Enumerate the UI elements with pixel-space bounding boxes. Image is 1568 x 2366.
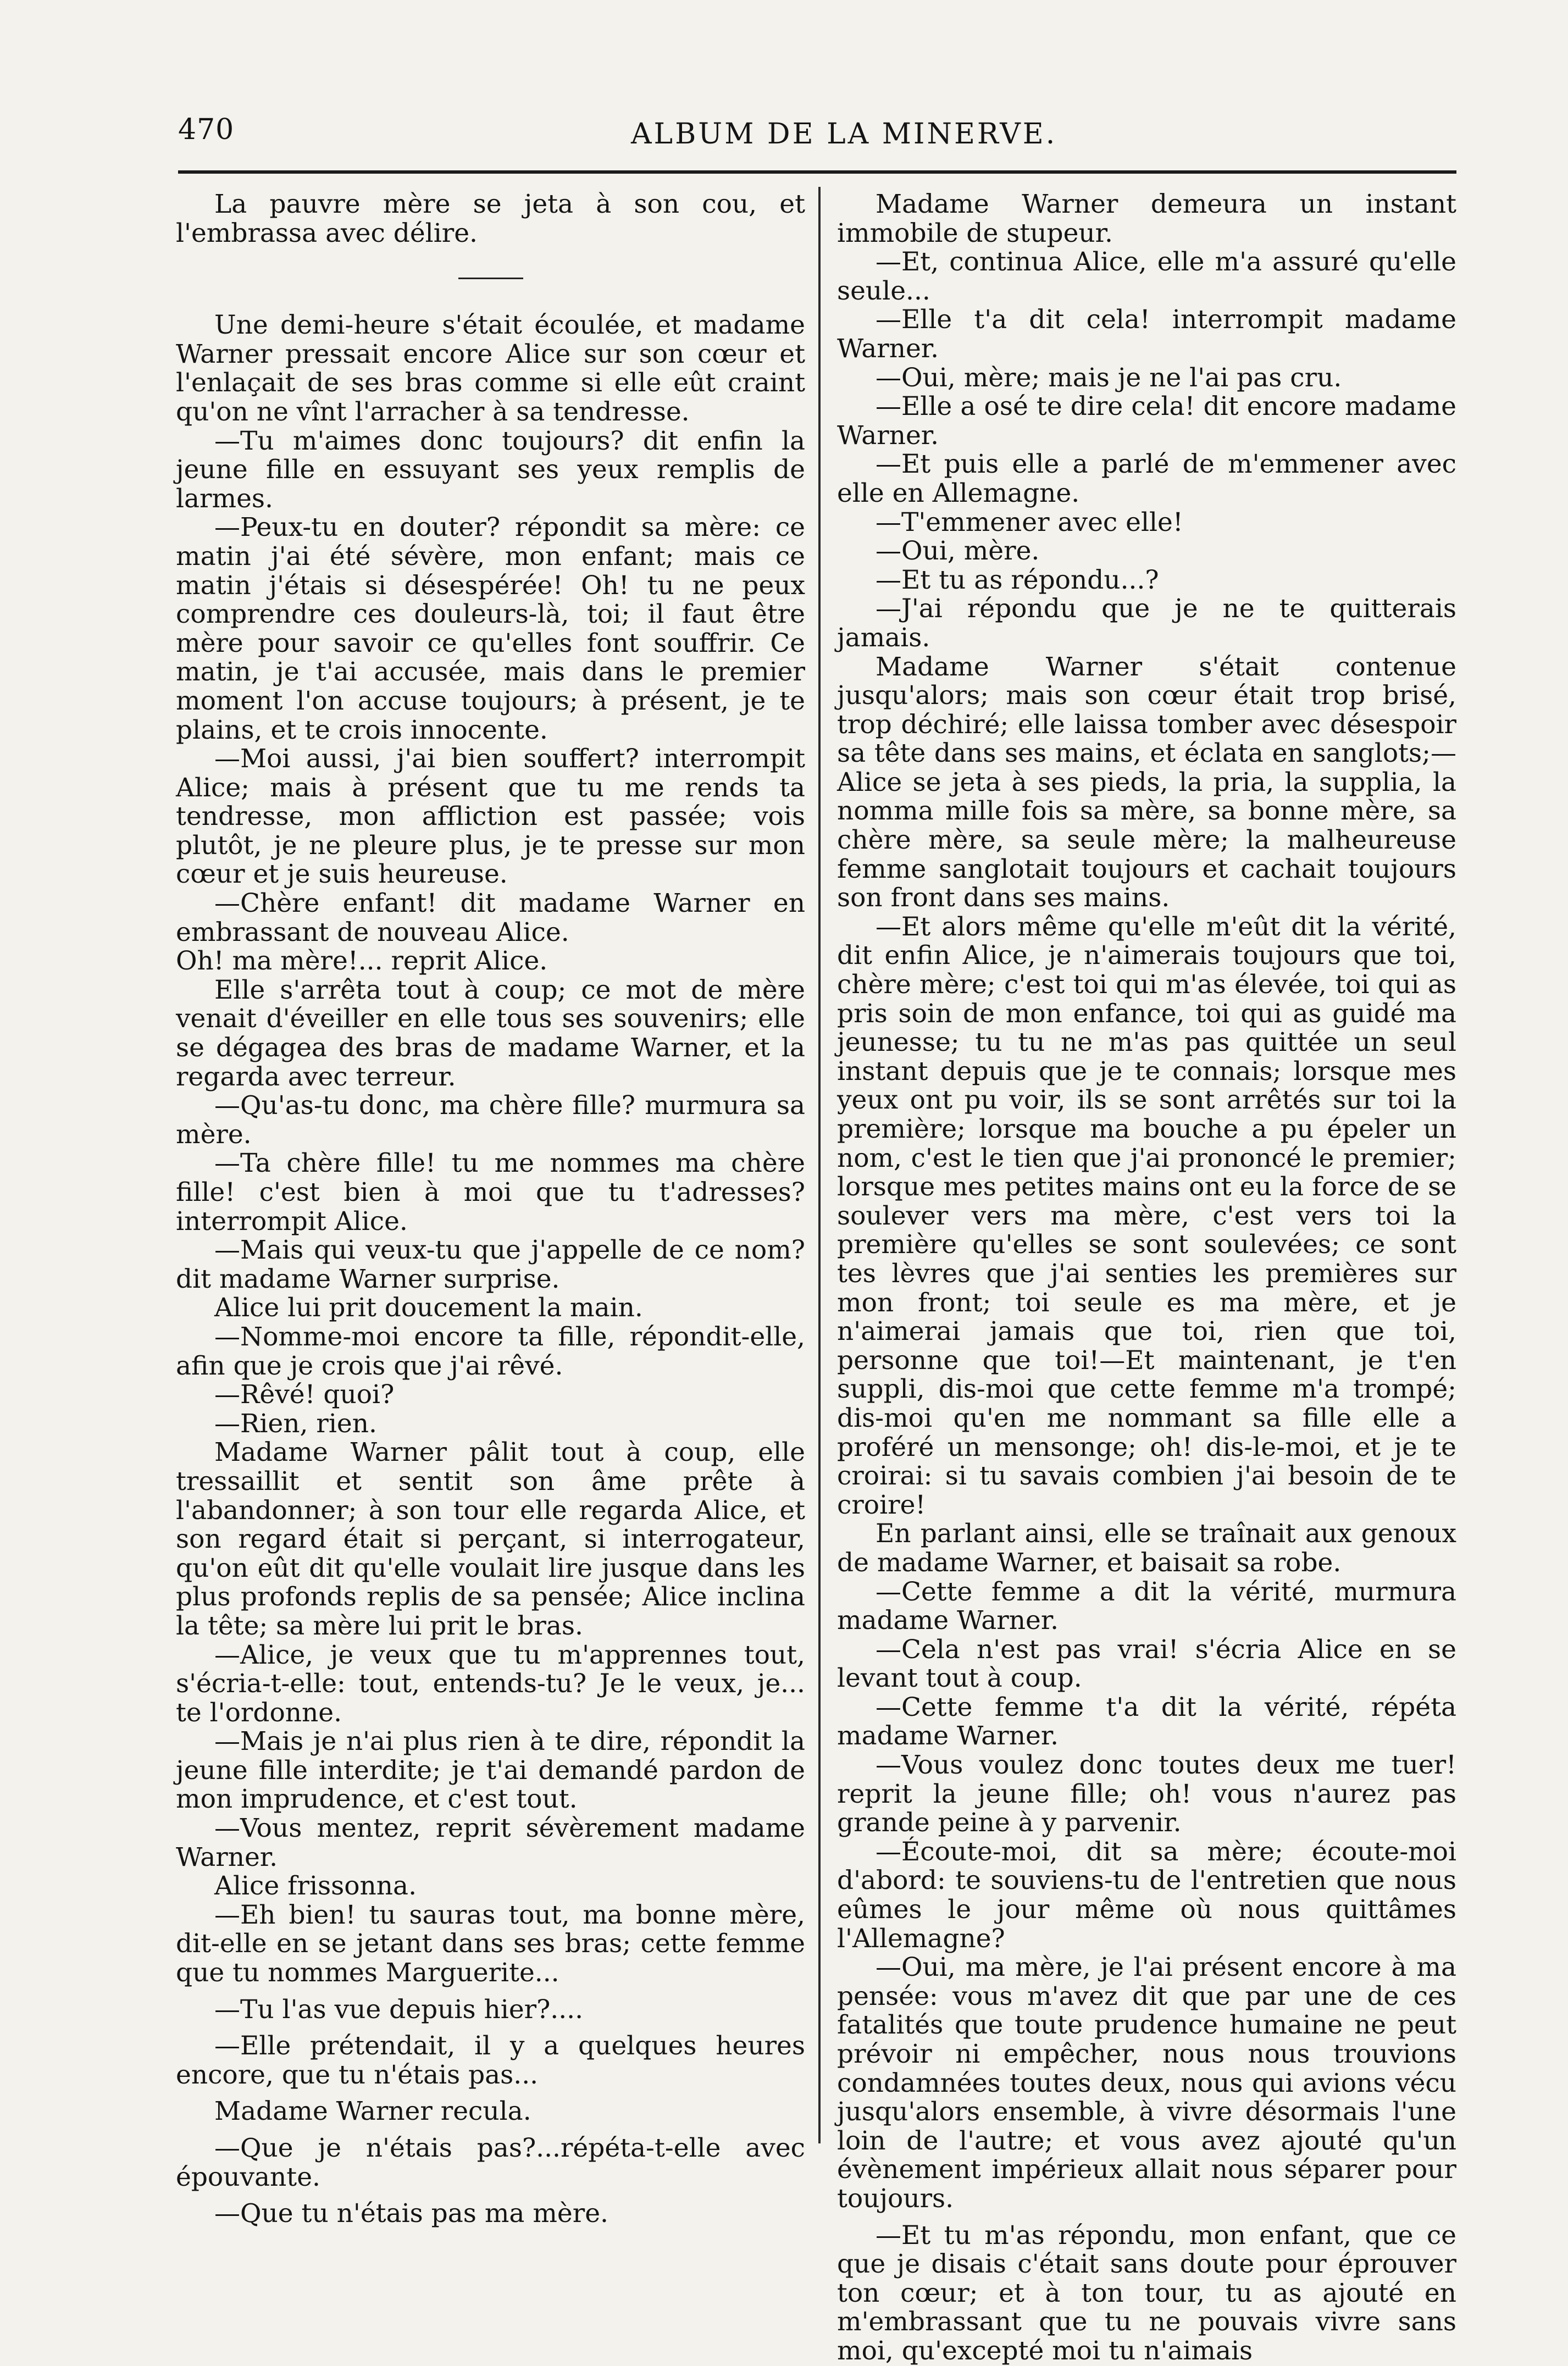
paragraph: —Ta chère fille! tu me nommes ma chère fille! c'est bien à moi que tu t'adresses? interrompit Alice.: [176, 1148, 805, 1237]
paragraph: —Oui, mère.: [876, 536, 1040, 567]
page-number: 470: [178, 113, 235, 146]
paragraph: La pauvre mère se jeta à son cou, et l'embrassa avec délire.: [176, 189, 805, 248]
paragraph: Madame Warner demeura un instant immobile de stupeur.: [837, 189, 1456, 248]
column-divider: [818, 187, 821, 2143]
paragraph: —Et tu m'as répondu, mon enfant, que ce que je disais c'était sans doute pour éprouver ton cœur; et à ton tour, tu as ajouté en m'embrassant que tu ne pouvais vivre sans moi, qu'excepté moi tu n'aimais: [837, 2220, 1456, 2366]
section-separator: [458, 278, 523, 279]
paragraph: —Oui, ma mère, je l'ai présent encore à ma pensée: vous m'avez dit que par une de ces fatalités que toute prudence humaine ne peut prévoir ni empêcher, nous nous trouvions condamnées toutes deux, nous qui avions vécu jusqu'alors ensemble, à vivre désormais l'une loin de l'autre; et vous avez ajouté qu'un évènement impérieux allait nous séparer pour toujours.: [837, 1952, 1456, 2214]
page-title: ALBUM DE LA MINERVE.: [631, 118, 1057, 151]
paragraph: —Et alors même qu'elle m'eût dit la vérité, dit enfin Alice, je n'aimerais toujours que toi, chère mère; c'est toi qui m'as élevée, toi qui as pris soin de mon enfance, toi qui as guidé ma jeunesse; tu tu ne m'as pas quittée un seul instant depuis que je te connais; lorsque mes yeux ont pu voir, ils se sont arrêtés sur toi la première; lorsque ma bouche a pu épeler un nom, c'est le tien que j'ai prononcé le premier; lorsque mes petites mains ont eu la force de se soulever vers ma mère, c'est vers toi la première qu'elles se sont soulevées; ce sont tes lèvres que j'ai senties les premières sur mon front; toi seule es ma mère, et je n'aimerai jamais que toi, rien que toi, personne que toi!—Et maintenant, je t'en suppli, dis-moi que cette femme m'a trompé; dis-moi qu'en me nommant sa fille elle a proféré un mensonge; oh! dis-le-moi, et je te croirai: si tu savais combien j'ai besoin de te croire!: [837, 911, 1456, 1520]
paragraph: —T'emmener avec elle!: [876, 507, 1183, 538]
paragraph: —Et, continua Alice, elle m'a assuré qu'elle seule...: [837, 247, 1456, 306]
paragraph: Alice lui prit doucement la main.: [214, 1293, 643, 1323]
paragraph: —Elle t'a dit cela! interrompit madame Warner.: [837, 304, 1456, 364]
paragraph: —Cette femme t'a dit la vérité, répéta madame Warner.: [837, 1692, 1456, 1752]
paragraph: Oh! ma mère!... reprit Alice.: [176, 946, 548, 977]
header-rule: [178, 170, 1456, 174]
paragraph: —Mais je n'ai plus rien à te dire, répondit la jeune fille interdite; je t'ai demandé pardon de mon imprudence, et c'est tout.: [176, 1726, 805, 1815]
paragraph: —Oui, mère; mais je ne l'ai pas cru.: [876, 362, 1342, 393]
paragraph: Une demi-heure s'était écoulée, et madame Warner pressait encore Alice sur son cœur et l'enlaçait de ses bras comme si elle eût craint qu'on ne vînt l'arracher à sa tendresse.: [176, 310, 805, 427]
paragraph: —Rien, rien.: [214, 1408, 377, 1439]
paragraph: —Mais qui veux-tu que j'appelle de ce nom? dit madame Warner surprise.: [176, 1235, 805, 1294]
paragraph: —Eh bien! tu sauras tout, ma bonne mère, dit-elle en se jetant dans ses bras; cette femme que tu nommes Marguerite...: [176, 1899, 805, 1988]
paragraph: —Vous mentez, reprit sévèrement madame Warner.: [176, 1813, 805, 1872]
paragraph: —Chère enfant! dit madame Warner en embrassant de nouveau Alice.: [176, 888, 805, 947]
paragraph: —Moi aussi, j'ai bien souffert? interrompit Alice; mais à présent que tu me rends ta tendresse, mon affliction est passée; vois plutôt, je ne pleure plus, je te presse sur mon cœur et je suis heureuse.: [176, 744, 805, 890]
paragraph: Elle s'arrêta tout à coup; ce mot de mère venait d'éveiller en elle tous ses souvenirs; elle se dégagea des bras de madame Warner, et la regarda avec terreur.: [176, 974, 805, 1092]
paragraph: —Cela n'est pas vrai! s'écria Alice en se levant tout à coup.: [837, 1634, 1456, 1694]
paragraph: —Alice, je veux que tu m'apprennes tout, s'écria-t-elle: tout, entends-tu? Je le veux, je... te l'ordonne.: [176, 1639, 805, 1728]
paragraph: En parlant ainsi, elle se traînait aux genoux de madame Warner, et baisait sa robe.: [837, 1519, 1456, 1578]
paragraph: —Écoute-moi, dit sa mère; écoute-moi d'abord: te souviens-tu de l'entretien que nous eûmes le jour même où nous quittâmes l'Allemagne?: [837, 1836, 1456, 1954]
paragraph: —Tu l'as vue depuis hier?....: [214, 1994, 584, 2025]
paragraph: Madame Warner recula.: [214, 2096, 531, 2127]
paragraph: Madame Warner pâlit tout à coup, elle tressaillit et sentit son âme prête à l'abandonner; à son tour elle regarda Alice, et son regard était si perçant, si interrogateur, qu'on eût dit qu'elle voulait lire jusque dans les plus profonds replis de sa pensée; Alice inclina la tête; sa mère lui prit le bras.: [176, 1437, 805, 1641]
left-column: [176, 190, 805, 2229]
paragraph: —Elle a osé te dire cela! dit encore madame Warner.: [837, 391, 1456, 451]
paragraph: —Que tu n'étais pas ma mère.: [214, 2198, 608, 2229]
paragraph: —J'ai répondu que je ne te quitterais jamais.: [837, 594, 1456, 653]
paragraph: —Nomme-moi encore ta fille, répondit-elle, afin que je crois que j'ai rêvé.: [176, 1321, 805, 1381]
right-column: [837, 190, 1456, 2366]
paragraph: —Peux-tu en douter? répondit sa mère: ce matin j'ai été sévère, mon enfant; mais ce matin j'étais si désespérée! Oh! tu ne peux comprendre ces douleurs-là, toi; il faut être mère pour savoir ce qu'elles font souffrir. Ce matin, je t'ai accusée, mais dans le premier moment l'on accuse toujours; à présent, je te plains, et te crois innocente.: [176, 512, 805, 745]
paragraph: —Elle prétendait, il y a quelques heures encore, que tu n'étais pas...: [176, 2031, 805, 2090]
paragraph: —Tu m'aimes donc toujours? dit enfin la jeune fille en essuyant ses yeux remplis de larmes.: [176, 425, 805, 514]
paragraph: Alice frissonna.: [214, 1871, 417, 1902]
paragraph: —Et tu as répondu...?: [876, 564, 1159, 595]
paragraph: —Vous voulez donc toutes deux me tuer! reprit la jeune fille; oh! vous n'aurez pas grande peine à y parvenir.: [837, 1750, 1456, 1838]
paragraph: —Rêvé! quoi?: [214, 1379, 395, 1410]
paragraph: —Et puis elle a parlé de m'emmener avec elle en Allemagne.: [837, 449, 1456, 508]
paragraph: Madame Warner s'était contenue jusqu'alors; mais son cœur était trop brisé, trop déchiré; elle laissa tomber avec désespoir sa tête dans ses mains, et éclata en sanglots;—Alice se jeta à ses pieds, la pria, la supplia, la nomma mille fois sa mère, sa bonne mère, sa chère mère, sa seule mère; la malheureuse femme sanglotait toujours et cachait toujours son front dans ses mains.: [837, 651, 1456, 913]
paragraph: —Qu'as-tu donc, ma chère fille? murmura sa mère.: [176, 1090, 805, 1150]
paragraph: —Que je n'étais pas?...répéta-t-elle avec épouvante.: [176, 2133, 805, 2192]
paragraph: —Cette femme a dit la vérité, murmura madame Warner.: [837, 1576, 1456, 1636]
